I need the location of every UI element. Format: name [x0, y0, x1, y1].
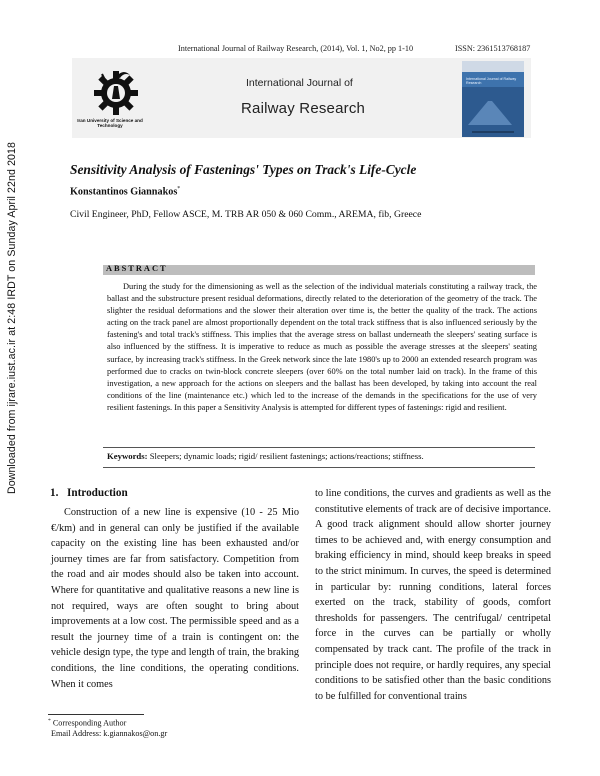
keywords-divider — [103, 467, 535, 468]
cover-title: International Journal of Railway Research — [466, 77, 517, 85]
keywords — [107, 451, 537, 461]
footnote-mark: * — [48, 718, 51, 724]
journal-subtitle: International Journal of — [246, 77, 353, 89]
footnote-label: Corresponding Author — [52, 718, 127, 728]
logo-caption: Iran University of Science and Technology — [77, 118, 143, 129]
abstract-header-bar — [103, 265, 535, 275]
abstract-body: During the study for the dimensioning as well as the selection of the individual materials constituting a railway track, the ballast and the substructure present residual deformations, directly related to the deterioration of the geometry of the track. The slighter the residual deformations and the slower their alteration over time is, the better the quality of the track. The actions acting on the track panel are almost proportionally dependent on the total track stiffness that is also influenced seriously by the fastening's and total track's stiffness. This implies that the average stress on ballast underneath the sleepers' seating surface is also influenced by the stiffness. It is imperative to reduce as much as possible the average stresses at the sleepers' seating surface, by increasing track's stiffness. In the Greek network since the late 1980's up to 2000 an extended research program was performed due to cracks on twin-block concrete sleepers (over 60% on the total number laid on track). In the frame of this investigation, a new approach for the actions on sleepers and the ballast has been developed, by taking into account the real conditions of the line (maintenance etc.) which led to the increase of the demands in the specifications for the use of very resilient fastenings. In this paper a Sensitivity Analysis is attempted for different types of fastenings: rigid and resilient. — [107, 282, 537, 412]
author-affiliation: Civil Engineer, PhD, Fellow ASCE, M. TRB AR 050 & 060 Comm., AREMA, fib, Greece — [70, 209, 422, 220]
footnote-divider — [48, 714, 144, 715]
section-title: Introduction — [67, 487, 128, 499]
journal-title: Railway Research — [241, 100, 366, 117]
body-column-right: to line conditions, the curves and gradients as well as the constitutive elements of track are of decisive importance. A good track alignment should allow shorter journey times to be achieved and, with energy consumption and braking efficiency in mind, should keep breaks in speed to the strict minimum. In curves, the speed is determined in particular by: running conditions, lateral forces exerted on the track, stability of goods, comfort thresholds for passengers. The centrifugal/ centripetal force in the curves can be partially or wholly compensated by track cant. The profile of the track in principle does not require, or hardly requires, any special conditions to be satisfied other than the basic conditions to be fulfilled for conventional trains — [315, 488, 551, 702]
section-heading — [50, 487, 128, 499]
journal-cover-thumbnail — [462, 61, 524, 137]
keywords-label: Keywords: — [107, 451, 148, 461]
running-head: International Journal of Railway Research, (2014), Vol. 1, No2, pp 1-10 — [178, 44, 414, 53]
author-name: Konstantinos Giannakos — [70, 186, 178, 198]
keywords-list: Sleepers; dynamic loads; rigid/ resilient fastenings; actions/reactions; stiffness. — [149, 451, 424, 461]
author-line — [70, 186, 180, 197]
issn: ISSN: 2361513768187 — [455, 44, 531, 53]
footnote-email: Email Address: k.giannakos@on.gr — [51, 729, 168, 738]
abstract-divider — [103, 447, 535, 448]
abstract-heading: ABSTRACT — [106, 264, 168, 273]
body-column-left: Construction of a new line is expensive (10 - 25 Mio €/km) and in general can only be justified if the available capacity on the existing line has been exhausted and/or journey times are far from satisfactory. Competition from the road and air modes should also be taken into account. Where for quantitative and qualitative reasons a new line is not required, ways are often sought to bring about improvements at a low cost. The permissible speed and as a result the journey time of a train is contingent on: the vehicle design type, the type and length of train, the braking conditions, the line conditions, the operating conditions. When it comes — [51, 507, 299, 690]
footnote-corresponding — [48, 718, 126, 728]
article-title: Sensitivity Analysis of Fastenings' Types on Track's Life-Cycle — [70, 162, 417, 177]
section-number: 1. — [50, 487, 59, 499]
download-stamp: Downloaded from ijrare.iust.ac.ir at 2:48 IRDT on Sunday April 22nd 2018 — [6, 141, 18, 495]
author-mark: * — [177, 186, 181, 192]
